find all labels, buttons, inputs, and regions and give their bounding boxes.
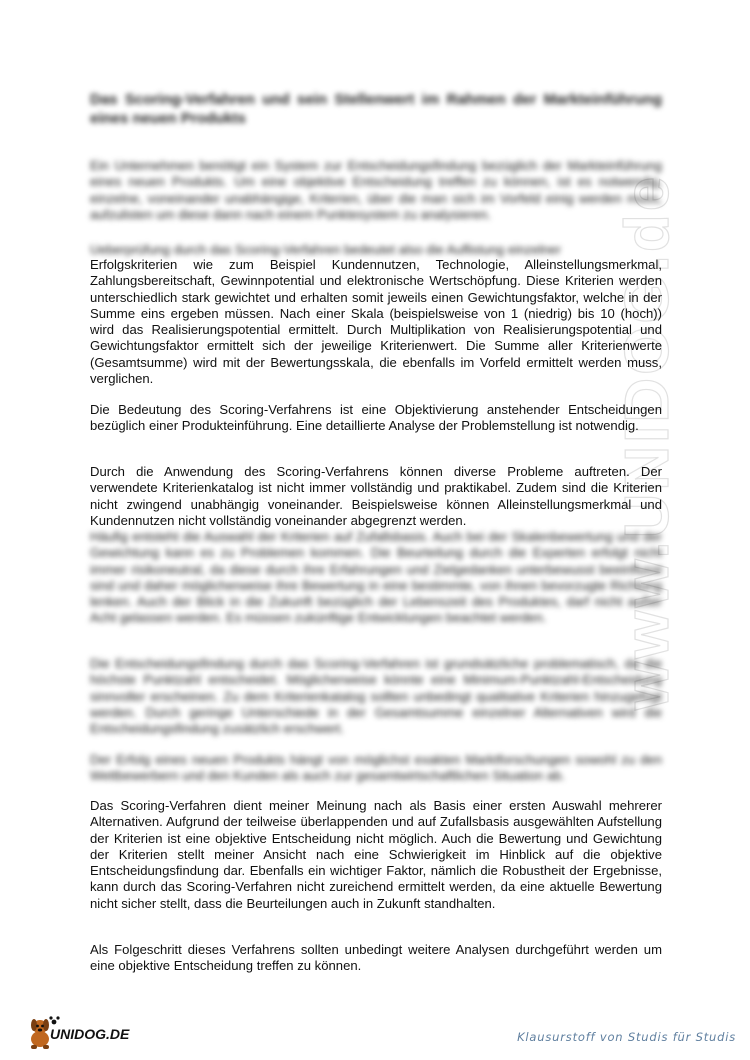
paragraph-5-blurred: Die Entscheidungsfindung durch das Scoring-Verfahren ist grundsätzliche problematisch, da die höchste Punktzahl entscheidet. Möglicherweise könnte eine Minimum-Punktzahl-Entscheidung sinnvoller erscheinen. Zu dem Kriterienkatalog sollten unbedingt qualitative Kriterien hinzugefügt werden. Durch geringe Unterschiede in der Gesamtsumme einzelner Alternativen wird die Entscheidungsfindung zusätzlich erschwert.	[90, 656, 662, 737]
paragraph-4-blurred: Häufig entsteht die Auswahl der Kriterien auf Zufallsbasis. Auch bei der Skalenbewertung und der Gewichtung kann es zu Problemen kommen. Die Beurteilung durch die Experten erfolgt nicht immer risikoneutral, da diese durch ihre Erfahrungen und Zielgedanken unterbewusst beeinflusst sind und daher möglicherweise ihre Bewertung in eine bestimmte, von ihnen bevorzugte Richtung lenken. Auch der Blick in die Zukunft bezüglich der Lebenszeit des Produktes, darf nicht außer Acht gelassen werden. Es müssen zukünftige Entwicklungen beachtet werden.	[90, 529, 662, 626]
paragraph-4: Durch die Anwendung des Scoring-Verfahrens können diverse Probleme auftreten. Der verwendete Kriterienkatalog ist nicht immer vollständig und praktikabel. Zudem sind die Kriterien nicht zwingend unabhängig voneinander. Beispielsweise können Alleinstellungsmerkmal und Kundennutzen nicht vollständig voneinander abgegrenzt werden.	[90, 464, 662, 528]
logo-text[interactable]: UNIDOG.DE	[50, 1026, 130, 1042]
paragraph-8: Als Folgeschritt dieses Verfahrens sollten unbedingt weitere Analysen durchgeführt werden um eine objektive Entscheidung treffen zu können.	[90, 942, 662, 974]
paragraph-2: Erfolgskriterien wie zum Beispiel Kundennutzen, Technologie, Alleinstellungsmerkmal, Zahlungsbereitschaft, Gewinnpotential und elektronische Wertschöpfung. Diese Kriterien werden unterschiedlich stark gewichtet und erhalten somit jeweils einen Gewichtungsfaktor, welche in der Summe eins ergeben müssen. Nach einer Skala (beispielsweise von 1 (niedrig) bis 10 (hoch)) wird das Realisierungspotential ermittelt. Durch Multiplikation von Realisierungspotential und Gewichtungsfaktor ermittelt sich der jeweilige Kriterienwert. Die Summe aller Kriterienwerte (Gesamtsumme) wird mit der Bewertungsskala, die ebenfalls im Vorfeld ermittelt werden muss, verglichen.	[90, 257, 662, 387]
paragraph-7: Das Scoring-Verfahren dient meiner Meinung nach als Basis einer ersten Auswahl mehrerer Alternativen. Aufgrund der teilweise überlappenden und auf Zufallsbasis ausgewählten Aufstellung der Kriterien ist eine objektive Entscheidung nicht möglich. Auch die Bewertung und Gewichtung der Kriterien stellt meiner Ansicht nach eine Schwierigkeit im Hinblick auf die objektive Entscheidungsfindung dar. Ebenfalls ein wichtiger Faktor, nämlich die Robustheit der Ergebnisse, kann durch das Scoring-Verfahren nicht zureichend ermittelt werden, da eine aktuelle Bewertung nicht sicher stellt, dass die Beurteilungen auch in Zukunft standhalten.	[90, 798, 662, 911]
paragraph-3: Die Bedeutung des Scoring-Verfahrens ist eine Objektivierung anstehender Entscheidungen bezüglich einer Produkteinführung. Eine detaillierte Analyse der Problemstellung ist notwendig.	[90, 402, 662, 434]
intro-paragraph: Ein Unternehmen benötigt ein System zur Entscheidungsfindung bezüglich der Markteinführung eines neuen Produkts. Um eine objektive Entscheidung treffen zu können, ist es notwendig, einzelne, voneinander unabhängige, Kriterien, über die man sich im Vorfeld einig werden muss, aufzulisten um diese dann nach einem Punktesystem zu analysieren.	[90, 158, 662, 222]
watermark: www.UNIDOG.de	[613, 173, 682, 710]
footer-tagline: Klausurstoff von Studis für Studis	[517, 1030, 736, 1044]
paragraph-2-blurred-line: Ueberprüfung durch das Scoring-Verfahren bedeutet also die Auflistung einzelner	[90, 242, 561, 257]
document-title: Das Scoring-Verfahren und sein Stellenwert im Rahmen der Markteinführung eines neuen Produkts	[90, 91, 662, 127]
paragraph-6-blurred: Der Erfolg eines neuen Produkts hängt von möglichst exakten Marktforschungen sowohl zu den Wettbewerbern und den Kunden als auch zur gesamtwirtschaftlichen Situation ab.	[90, 752, 662, 784]
